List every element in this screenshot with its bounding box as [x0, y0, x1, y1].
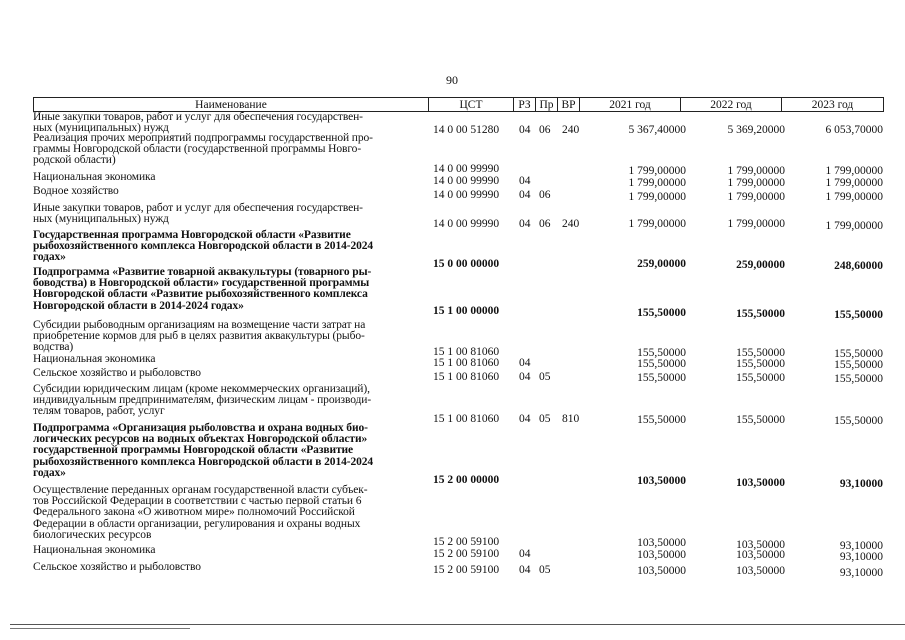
- row-2021: 1 799,00000: [628, 177, 686, 189]
- row-cst: 15 2 00 59100: [433, 536, 500, 548]
- row-2022: 103,50000: [736, 477, 785, 489]
- header-cst: ЦСТ: [429, 98, 514, 111]
- row-2023: 155,50000: [834, 309, 883, 321]
- row-2021: 155,50000: [637, 347, 686, 359]
- row-2022: 5 369,20000: [727, 124, 785, 136]
- row-2021: 155,50000: [637, 414, 686, 426]
- row-name: Подпрограмма «Развитие товарной аквакультуры (товарного ры- боводства) в Новгородской области» государственной программы Новгородской области «Развитие рыбохозяйственного комплекса Новгородской области в 2014-2024 годах»: [33, 266, 372, 312]
- row-name: Водное хозяйство: [33, 185, 119, 197]
- row-name: Национальная экономика: [33, 171, 156, 183]
- row-2023: 155,50000: [834, 348, 883, 360]
- row-rz: 04: [519, 175, 531, 187]
- row-cst: 15 1 00 81060: [433, 357, 500, 369]
- row-2022: 155,50000: [736, 308, 785, 320]
- row-2021: 103,50000: [637, 565, 686, 577]
- row-2023: 1 799,00000: [825, 191, 883, 203]
- header-pr: Пр: [536, 98, 558, 111]
- row-rz: 04: [519, 124, 531, 136]
- row-rz: 04: [519, 413, 531, 425]
- row-2021: 1 799,00000: [628, 191, 686, 203]
- row-pr: 05: [539, 413, 551, 425]
- row-2022: 1 799,00000: [727, 165, 785, 177]
- row-pr: 06: [539, 124, 551, 136]
- row-2021: 5 367,40000: [628, 124, 686, 136]
- row-cst: 15 0 00 00000: [433, 258, 500, 270]
- row-name: Подпрограмма «Организация рыболовства и охрана водных био- логических ресурсов на водных объектах Новгородской области» государственной программы Новгородской области «Развитие рыбохозяйственного комплекса Новгородской области в 2014-2024 годах»: [33, 422, 374, 479]
- row-2022: 1 799,00000: [727, 177, 785, 189]
- row-vr: 240: [562, 218, 580, 230]
- row-2023: 93,10000: [839, 551, 883, 563]
- row-rz: 04: [519, 189, 531, 201]
- row-cst: 14 0 00 99990: [433, 189, 500, 201]
- row-2022: 103,50000: [736, 565, 785, 577]
- row-name: Национальная экономика: [33, 544, 156, 556]
- row-cst: 15 1 00 81060: [433, 371, 500, 383]
- row-2022: 155,50000: [736, 414, 785, 426]
- row-2022: 1 799,00000: [727, 218, 785, 230]
- row-2023: 6 053,70000: [825, 124, 883, 136]
- row-2021: 1 799,00000: [628, 165, 686, 177]
- row-2021: 155,50000: [637, 307, 686, 319]
- row-cst: 14 0 00 51280: [433, 124, 500, 136]
- row-name: Субсидии рыбоводным организациям на возмещение части затрат на приобретение кормов для рыб в целях развития аквакультуры (рыбо- водства): [33, 319, 366, 354]
- row-2023: 248,60000: [834, 260, 883, 272]
- row-cst: 15 1 00 81060: [433, 413, 500, 425]
- row-2022: 155,50000: [736, 347, 785, 359]
- row-2023: 155,50000: [834, 359, 883, 371]
- row-2021: 155,50000: [637, 372, 686, 384]
- row-rz: 04: [519, 564, 531, 576]
- row-name: Реализация прочих мероприятий подпрограммы государственной про- граммы Новгородской области (государственной программы Новго- родской области): [33, 132, 373, 167]
- row-2023: 155,50000: [834, 415, 883, 427]
- page-number: 90: [446, 73, 458, 87]
- row-cst: 15 2 00 59100: [433, 564, 500, 576]
- row-2021: 1 799,00000: [628, 218, 686, 230]
- row-2021: 155,50000: [637, 358, 686, 370]
- row-2022: 103,50000: [736, 539, 785, 551]
- row-2023: 155,50000: [834, 373, 883, 385]
- row-2022: 1 799,00000: [727, 191, 785, 203]
- row-name: Иные закупки товаров, работ и услуг для обеспечения государствен- ных (муниципальных) нужд: [33, 111, 363, 135]
- row-name: Национальная экономика: [33, 353, 156, 365]
- header-name: Наименование: [34, 98, 429, 111]
- row-vr: 810: [562, 413, 580, 425]
- row-2021: 103,50000: [637, 537, 686, 549]
- row-name: Осуществление переданных органам государственной власти субъек- тов Российской Федерации в соответствии с частью первой статьи 6 Федерального закона «О животном мире» полномочий Российской Федерации в области организации, регулирования и охраны водных биологических ресурсов: [33, 484, 368, 541]
- row-pr: 06: [539, 218, 551, 230]
- row-2023: 93,10000: [839, 478, 883, 490]
- row-pr: 06: [539, 189, 551, 201]
- row-cst: 15 1 00 00000: [433, 305, 500, 317]
- row-name: Сельское хозяйство и рыболовство: [33, 367, 201, 379]
- row-cst: 14 0 00 99990: [433, 163, 500, 175]
- row-rz: 04: [519, 357, 531, 369]
- page-bottom-rule: [10, 624, 905, 625]
- row-2021: 259,00000: [637, 258, 686, 270]
- row-rz: 04: [519, 218, 531, 230]
- row-pr: 05: [539, 371, 551, 383]
- header-rz: РЗ: [514, 98, 536, 111]
- row-2023: 1 799,00000: [825, 220, 883, 232]
- row-cst: 15 2 00 59100: [433, 548, 500, 560]
- row-2022: 103,50000: [736, 549, 785, 561]
- row-2022: 155,50000: [736, 358, 785, 370]
- row-rz: 04: [519, 371, 531, 383]
- row-2023: 93,10000: [839, 567, 883, 579]
- row-pr: 05: [539, 564, 551, 576]
- header-2023: 2023 год: [811, 99, 854, 111]
- row-2021: 103,50000: [637, 549, 686, 561]
- row-2023: 93,10000: [839, 540, 883, 552]
- header-vr: ВР: [558, 98, 580, 111]
- table-header: [33, 97, 884, 112]
- row-2022: 155,50000: [736, 372, 785, 384]
- page-bottom-rule-short: [10, 628, 190, 629]
- row-2023: 1 799,00000: [825, 177, 883, 189]
- row-name: Иные закупки товаров, работ и услуг для обеспечения государствен- ных (муниципальных) нужд: [33, 202, 363, 226]
- row-cst: 15 2 00 00000: [433, 474, 500, 486]
- row-2023: 1 799,00000: [825, 165, 883, 177]
- row-name: Субсидии юридическим лицам (кроме некоммерческих организаций), индивидуальным предпринимателям, физическим лицам - производи- телям товаров, работ, услуг: [33, 383, 372, 418]
- header-2022: 2022 год: [681, 98, 782, 111]
- row-2021: 103,50000: [637, 475, 686, 487]
- row-rz: 04: [519, 548, 531, 560]
- row-cst: 14 0 00 99990: [433, 175, 500, 187]
- row-cst: 14 0 00 99990: [433, 218, 500, 230]
- row-vr: 240: [562, 124, 580, 136]
- row-name: Государственная программа Новгородской области «Развитие рыбохозяйственного комплекса Новгородской области в 2014-2024 годах»: [33, 229, 374, 264]
- row-cst: 15 1 00 81060: [433, 346, 500, 358]
- table-body: [0, 112, 905, 582]
- row-name: Сельское хозяйство и рыболовство: [33, 561, 201, 573]
- row-2022: 259,00000: [736, 259, 785, 271]
- header-2021: 2021 год: [580, 98, 681, 111]
